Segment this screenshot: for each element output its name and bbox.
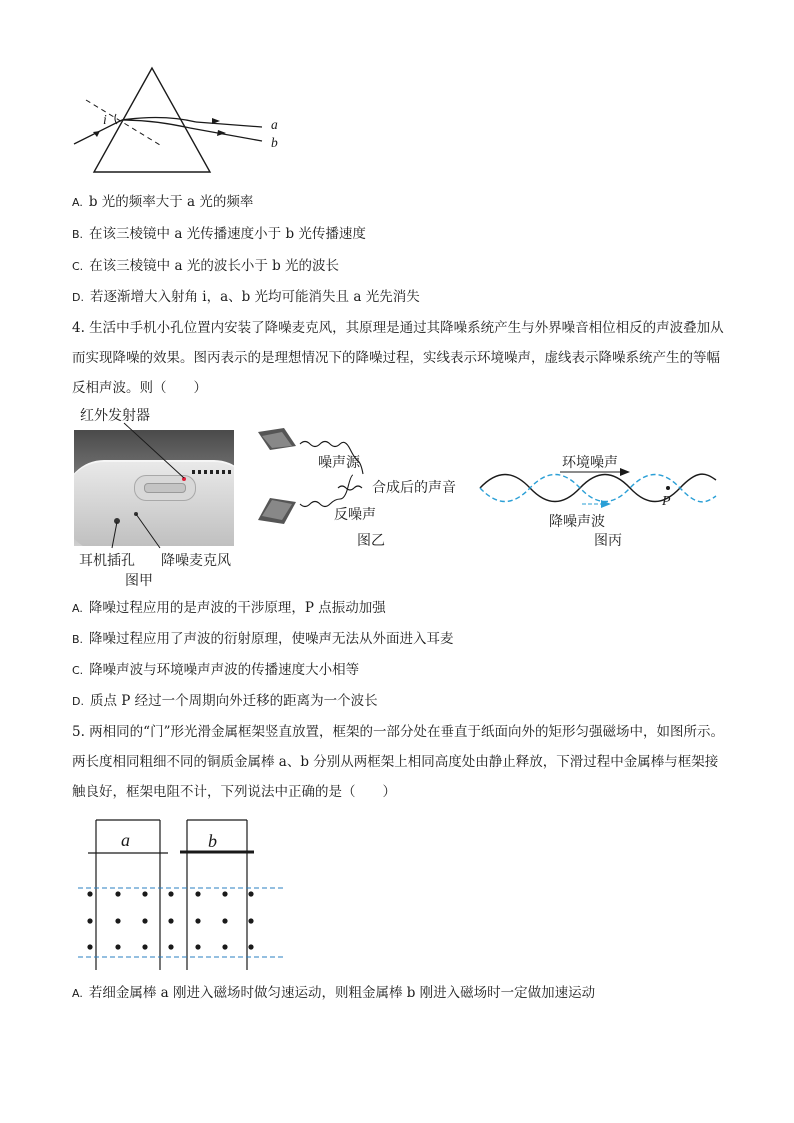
q3-option-a[interactable]: A. b 光的频率大于 a 光的频率 xyxy=(72,194,254,210)
q5-option-a[interactable]: A. 若细金属棒 a 刚进入磁场时做匀速运动，则粗金属棒 b 刚进入磁场时一定做加速运动 xyxy=(72,985,596,1001)
q4-option-d[interactable]: D. 质点 P 经过一个周期向外迁移的距离为一个波长 xyxy=(72,693,378,709)
q3-option-b[interactable]: B. 在该三棱镜中 a 光传播速度小于 b 光传播速度 xyxy=(72,226,366,242)
jack-label: 耳机插孔 xyxy=(79,553,135,569)
rod-b-label: b xyxy=(208,831,217,851)
combined-sound-label: 合成后的声音 xyxy=(372,480,456,496)
noise-source-label: 噪声源 xyxy=(318,455,360,471)
figure-yi-caption: 图乙 xyxy=(357,533,385,549)
ray-b-label: b xyxy=(271,135,278,150)
point-p-label: P xyxy=(662,494,671,509)
anti-noise-label: 反噪声 xyxy=(334,507,376,523)
cancel-wave-label: 降噪声波 xyxy=(549,514,605,530)
q3-option-c[interactable]: C. 在该三棱镜中 a 光的波长小于 b 光的波长 xyxy=(72,258,340,274)
q4-option-b[interactable]: B. 降噪过程应用了声波的衍射原理，使噪声无法从外面进入耳麦 xyxy=(72,631,454,647)
q3-option-d[interactable]: D. 若逐渐增大入射角 i，a、b 光均可能消失且 a 光先消失 xyxy=(72,289,420,305)
magnetic-field-dots xyxy=(87,891,253,949)
q5-stem: 5. 两相同的“门”形光滑金属框架竖直放置，框架的一部分处在垂直于纸面向外的矩形匀强磁场中，如图所示。两长度相同粗细不同的铜质金属棒 a、b 分别从两框架上相同高度处由静止释放，下滑过程中金属棒与框架接触良好，框架电阻不计，下列说法中正确的是（ ） xyxy=(72,724,724,800)
rod-a-label: a xyxy=(121,830,130,850)
ir-emitter-label: 红外发射器 xyxy=(80,408,150,424)
q4-option-c[interactable]: C. 降噪声波与环境噪声声波的传播速度大小相等 xyxy=(72,662,360,678)
angle-i-label: i xyxy=(103,112,107,127)
figure-jia-caption: 图甲 xyxy=(125,573,153,589)
q4-stem: 4. 生活中手机小孔位置内安装了降噪麦克风，其原理是通过其降噪系统产生与外界噪音相位相反的声波叠加从而实现降噪的效果。图丙表示的是理想情况下的降噪过程，实线表示环境噪声，虚线表示降噪系统产生的等幅反相声波。则（ ） xyxy=(72,320,724,396)
figure-bing-caption: 图丙 xyxy=(594,533,622,549)
q4-option-a[interactable]: A. 降噪过程应用的是声波的干涉原理，P 点振动加强 xyxy=(72,600,386,616)
ray-a-label: a xyxy=(271,117,278,132)
mic-label: 降噪麦克风 xyxy=(161,553,231,569)
env-noise-label: 环境噪声 xyxy=(562,455,618,471)
